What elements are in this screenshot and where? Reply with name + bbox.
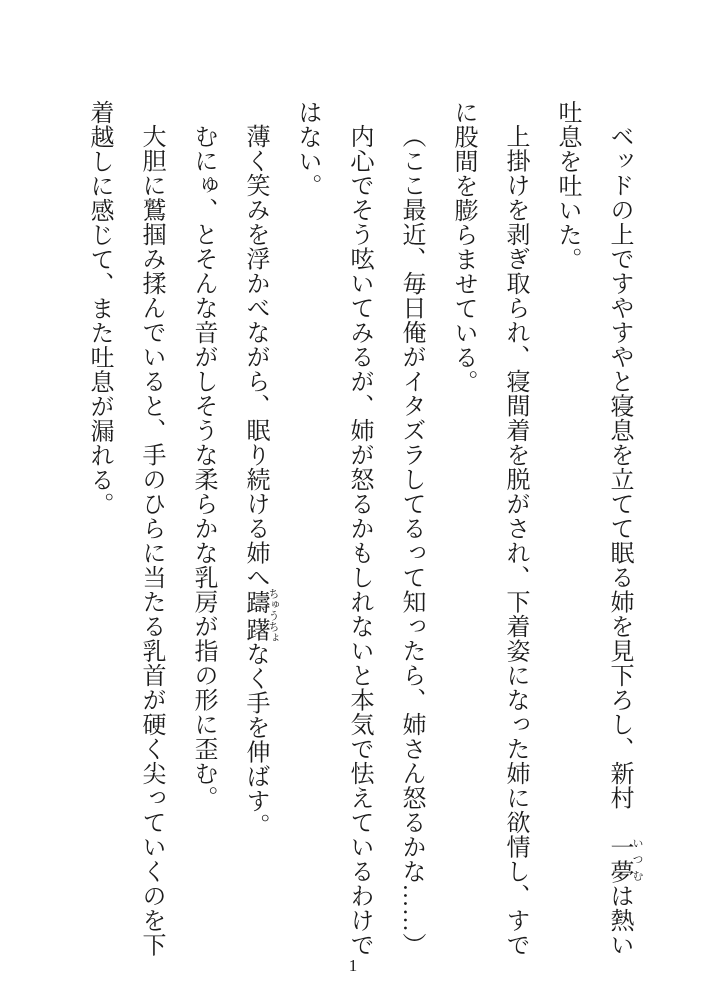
- paragraph: [177, 100, 229, 962]
- text-run: 大胆に鷲掴み揉んでいると、手のひらに当たる乳首が硬く尖っていくのを下着越しに感じて、また吐息が漏れる。: [86, 100, 164, 957]
- text-run: ベッドの上ですやすやと寝息を立てて眠る姉を見下ろし、新村: [606, 124, 632, 835]
- text-run: は熱い吐息を吐いた。: [554, 100, 632, 957]
- text-run: 薄く笑みを浮かべながら、眠り続ける姉へ: [242, 124, 268, 590]
- paragraph: [229, 100, 281, 962]
- text-area: [73, 100, 645, 962]
- text-run: （ここ最近、毎日俺がイタズラしてるって知ったら、姉さん怒るかな……）: [398, 124, 424, 957]
- paragraph: [541, 100, 645, 962]
- paragraph: [73, 100, 177, 962]
- text-run: 内心でそう呟いてみるが、姉が怒るかもしれないと本気で怯えているわけではない。: [294, 100, 372, 957]
- paragraph: [281, 100, 385, 962]
- paragraph: [437, 100, 541, 962]
- text-run: むにゅ、とそんな音がしそうな柔らかな乳房が指の形に歪む。: [190, 124, 216, 810]
- ruby-reading: ちゅうちょ: [267, 588, 279, 643]
- text-run: なく手を伸ばす。: [242, 641, 268, 838]
- ruby-reading: いつむ: [631, 834, 643, 884]
- ruby-segment: 躊躇 ちゅうちょ: [242, 588, 279, 643]
- text-run: 上掛けを剥ぎ取られ、寝間着を脱がされ、下着姿になった姉に欲情し、すでに股間を膨らませている。: [450, 100, 528, 957]
- page-number: 1: [348, 956, 358, 975]
- paragraph: [385, 100, 437, 962]
- ruby-segment: 一夢 いつむ: [606, 834, 643, 884]
